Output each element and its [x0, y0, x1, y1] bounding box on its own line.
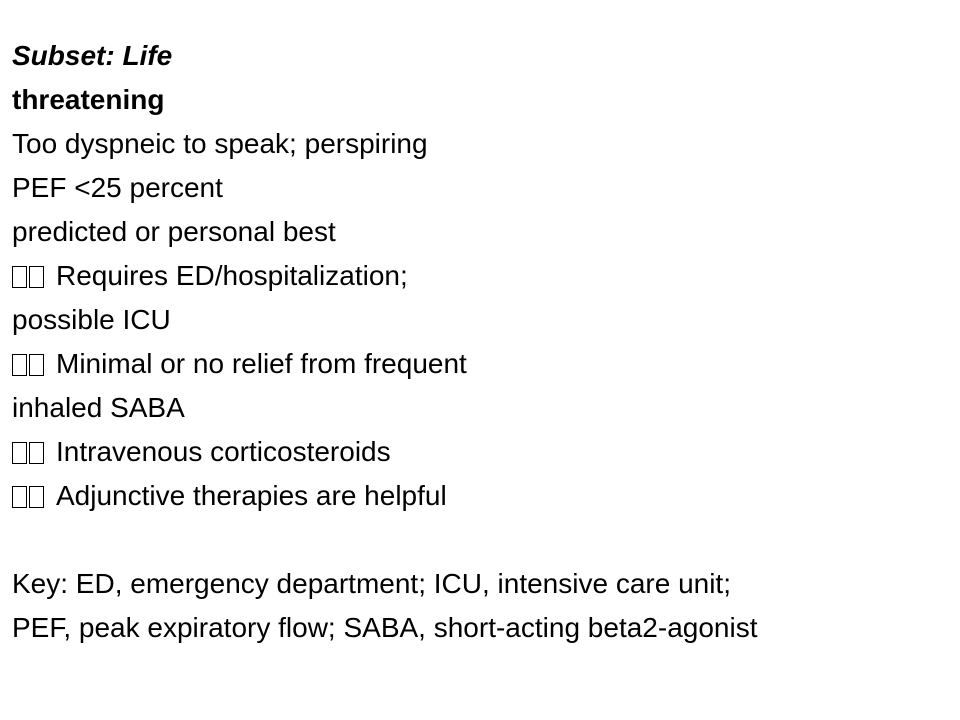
missing-glyph-bullet-icon	[12, 257, 46, 301]
bullet-minimal-relief-continued: inhaled SABA	[12, 392, 185, 423]
missing-glyph-bullet-icon	[12, 345, 46, 389]
key-line: Key: ED, emergency department; ICU, intensive care unit;	[12, 568, 731, 599]
bullet-requires-ed: Requires ED/hospitalization;	[12, 254, 948, 298]
slide-content	[12, 34, 948, 650]
symptom-line: Too dyspneic to speak; perspiring	[12, 128, 428, 159]
subset-heading-continued: threatening	[12, 84, 165, 115]
bullet-iv-corticosteroids: Intravenous corticosteroids	[12, 430, 948, 474]
spacer	[12, 518, 948, 562]
missing-glyph-bullet-icon	[12, 477, 46, 521]
pef-line-continued: predicted or personal best	[12, 216, 336, 247]
bullet-requires-ed-continued: possible ICU	[12, 304, 171, 335]
subset-heading: Subset: Life	[12, 40, 173, 71]
missing-glyph-bullet-icon	[12, 433, 46, 477]
bullet-minimal-relief: Minimal or no relief from frequent	[12, 342, 948, 386]
pef-line: PEF <25 percent	[12, 172, 223, 203]
bullet-adjunctive-therapies: Adjunctive therapies are helpful	[12, 474, 948, 518]
key-line-continued: PEF, peak expiratory flow; SABA, short-acting beta2-agonist	[12, 612, 758, 643]
